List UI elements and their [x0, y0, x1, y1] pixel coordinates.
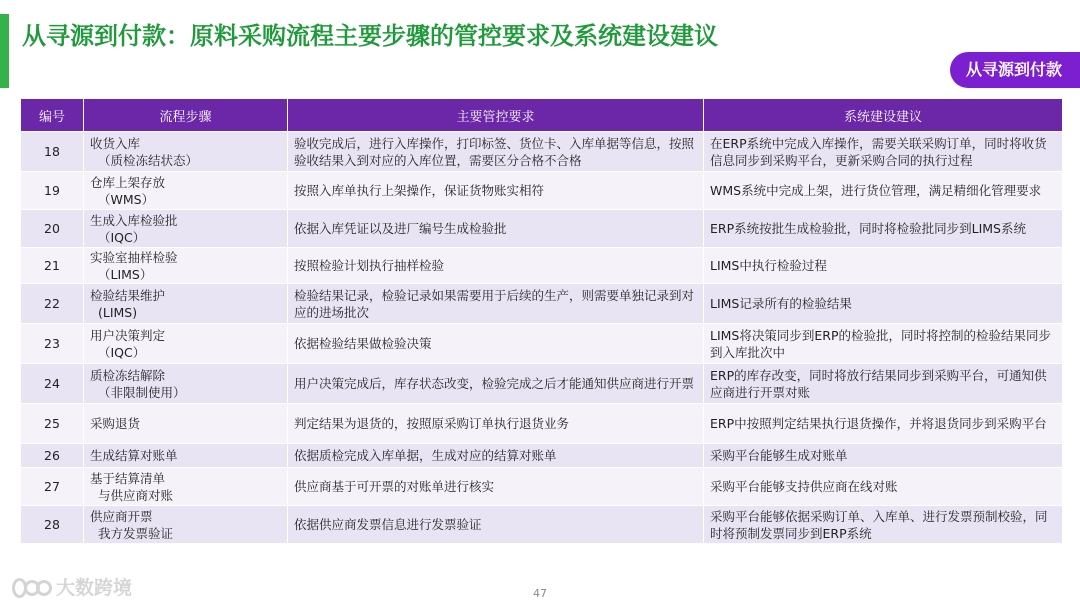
- control-cell: 依据入库凭证以及进厂编号生成检验批: [288, 210, 704, 248]
- suggestion-cell: LIMS将决策同步到ERP的检验批，同时将控制的检验结果同步到入库批次中: [704, 324, 1063, 364]
- row-number: 19: [21, 172, 84, 210]
- step-sub-label: （IQC）: [98, 344, 146, 360]
- suggestion-cell: ERP的库存改变，同时将放行结果同步到采购平台，可通知供应商进行开票对账: [704, 364, 1063, 404]
- step-sub-label: （非限制使用）: [98, 384, 186, 400]
- watermark-logo-icon: [12, 576, 50, 598]
- control-requirements-table: [20, 98, 1063, 544]
- row-number: 27: [21, 468, 84, 506]
- step-cell: [84, 506, 288, 544]
- col-header-suggestion: 系统建设建议: [704, 99, 1063, 132]
- step-cell: [84, 404, 288, 444]
- control-cell: 验收完成后，进行入库操作，打印标签、货位卡、入库单据等信息，按照验收结果入到对应的入库位置，需要区分合格不合格: [288, 132, 704, 172]
- step-cell: [84, 248, 288, 284]
- step-label: 基于结算清单: [90, 470, 166, 486]
- suggestion-cell: LIMS中执行检验过程: [704, 248, 1063, 284]
- suggestion-cell: LIMS记录所有的检验结果: [704, 284, 1063, 324]
- step-sub-label: 与供应商对账: [98, 487, 174, 503]
- step-cell: [84, 444, 288, 468]
- title-accent-bar: [0, 14, 9, 88]
- row-number: 24: [21, 364, 84, 404]
- control-cell: 按照入库单执行上架操作，保证货物账实相符: [288, 172, 704, 210]
- step-label: 质检冻结解除: [90, 367, 166, 383]
- step-cell: [84, 172, 288, 210]
- watermark-text: 大数跨境: [56, 577, 133, 599]
- suggestion-cell: 在ERP系统中完成入库操作，需要关联采购订单，同时将收货信息同步到采购平台，更新采购合同的执行过程: [704, 132, 1063, 172]
- table-row: [21, 468, 1063, 506]
- row-number: 21: [21, 248, 84, 284]
- step-label: 生成入库检验批: [90, 212, 178, 228]
- suggestion-cell: 采购平台能够支持供应商在线对账: [704, 468, 1063, 506]
- row-number: 20: [21, 210, 84, 248]
- step-sub-label: （IQC）: [98, 229, 146, 245]
- table-header-row: [21, 99, 1063, 132]
- suggestion-cell: WMS系统中完成上架，进行货位管理，满足精细化管理要求: [704, 172, 1063, 210]
- table-row: [21, 284, 1063, 324]
- step-cell: [84, 284, 288, 324]
- step-label: 用户决策判定: [90, 327, 166, 343]
- step-label: 采购退货: [90, 416, 141, 431]
- page-title: 从寻源到付款：原料采购流程主要步骤的管控要求及系统建设建议: [22, 22, 718, 50]
- row-number: 22: [21, 284, 84, 324]
- step-label: 实验室抽样检验: [90, 249, 178, 265]
- step-cell: [84, 364, 288, 404]
- step-cell: [84, 324, 288, 364]
- suggestion-cell: 采购平台能够生成对账单: [704, 444, 1063, 468]
- table-row: [21, 248, 1063, 284]
- suggestion-cell: ERP系统按批生成检验批，同时将检验批同步到LIMS系统: [704, 210, 1063, 248]
- step-sub-label: 我方发票验证: [98, 525, 174, 541]
- table-row: [21, 364, 1063, 404]
- col-header-number: 编号: [21, 99, 84, 132]
- row-number: 23: [21, 324, 84, 364]
- step-label: 仓库上架存放: [90, 174, 166, 190]
- control-cell: 供应商基于可开票的对账单进行核实: [288, 468, 704, 506]
- control-cell: 检验结果记录，检验记录如果需要用于后续的生产，则需要单独记录到对应的进场批次: [288, 284, 704, 324]
- table-row: [21, 506, 1063, 544]
- table-row: [21, 210, 1063, 248]
- step-label: 生成结算对账单: [90, 448, 178, 463]
- control-cell: 依据供应商发票信息进行发票验证: [288, 506, 704, 544]
- table-row: [21, 444, 1063, 468]
- table-row: [21, 172, 1063, 210]
- col-header-control: 主要管控要求: [288, 99, 704, 132]
- control-cell: 依据质检完成入库单据，生成对应的结算对账单: [288, 444, 704, 468]
- table-row: [21, 324, 1063, 364]
- section-tag: 从寻源到付款: [950, 52, 1080, 88]
- suggestion-cell: ERP中按照判定结果执行退货操作，并将退货同步到采购平台: [704, 404, 1063, 444]
- suggestion-cell: 采购平台能够依据采购订单、入库单、进行发票预制校验，同时将预制发票同步到ERP系统: [704, 506, 1063, 544]
- step-cell: [84, 468, 288, 506]
- step-cell: [84, 210, 288, 248]
- step-sub-label: （质检冻结状态）: [98, 152, 199, 168]
- step-label: 收货入库: [90, 135, 141, 151]
- step-sub-label: （LIMS）: [98, 266, 153, 282]
- col-header-step: 流程步骤: [84, 99, 288, 132]
- control-cell: 按照检验计划执行抽样检验: [288, 248, 704, 284]
- watermark: [12, 573, 132, 600]
- row-number: 28: [21, 506, 84, 544]
- control-cell: 依据检验结果做检验决策: [288, 324, 704, 364]
- table-row: [21, 404, 1063, 444]
- control-cell: 用户决策完成后，库存状态改变，检验完成之后才能通知供应商进行开票: [288, 364, 704, 404]
- step-cell: [84, 132, 288, 172]
- row-number: 25: [21, 404, 84, 444]
- row-number: 26: [21, 444, 84, 468]
- table-row: [21, 132, 1063, 172]
- step-label: 检验结果维护: [90, 287, 166, 303]
- step-sub-label: (LIMS): [98, 304, 138, 320]
- control-cell: 判定结果为退货的，按照原采购订单执行退货业务: [288, 404, 704, 444]
- page-number: 47: [533, 587, 547, 600]
- step-sub-label: （WMS）: [98, 191, 155, 207]
- step-label: 供应商开票: [90, 508, 153, 524]
- row-number: 18: [21, 132, 84, 172]
